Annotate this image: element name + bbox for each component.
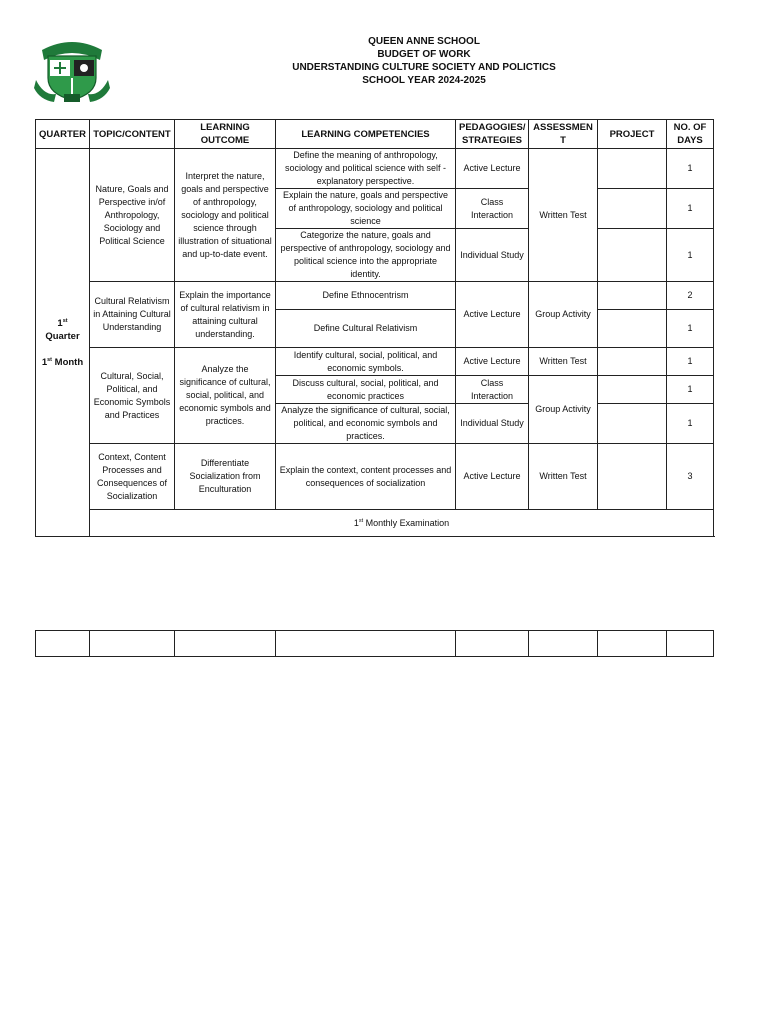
- project-cell: [598, 444, 667, 510]
- empty-cell: [276, 631, 456, 657]
- competency-cell: Explain the nature, goals and perspective of anthropology, sociology and political science: [276, 189, 456, 229]
- days-cell: 1: [667, 229, 714, 282]
- competency-cell: Analyze the significance of cultural, social, political, and economic symbols and practices.: [276, 404, 456, 444]
- col-header-quarter: QUARTER: [36, 120, 90, 149]
- col-header-outcome: LEARNING OUTCOME: [175, 120, 276, 149]
- quarter-cell: [36, 149, 90, 537]
- quarter-label: Quarter: [45, 330, 80, 342]
- days-cell: 1: [667, 149, 714, 189]
- competency-cell: Define the meaning of anthropology, sociology and political science with self -explanatory perspective.: [276, 149, 456, 189]
- pedagogy-cell: Active Lecture: [456, 444, 529, 510]
- pedagogy-cell: Active Lecture: [456, 282, 529, 348]
- assessment-cell: Written Test: [529, 348, 598, 376]
- col-header-assessment: ASSESSMEN T: [529, 120, 598, 149]
- competency-cell: Discuss cultural, social, political, and economic practices: [276, 376, 456, 404]
- pedagogy-cell: Active Lecture: [456, 149, 529, 189]
- topic-cell: Context, Content Processes and Consequences of Socialization: [90, 444, 175, 510]
- project-cell: [598, 229, 667, 282]
- topic-cell: Cultural, Social, Political, and Economic Symbols and Practices: [90, 348, 175, 444]
- document-title: BUDGET OF WORK: [377, 49, 471, 60]
- project-cell: [598, 149, 667, 189]
- table-row: [36, 149, 714, 189]
- exam-number: 1: [353, 517, 359, 528]
- days-cell: 1: [667, 310, 714, 348]
- project-cell: [598, 310, 667, 348]
- col-header-days: NO. OF DAYS: [667, 120, 714, 149]
- quarter-suffix: st: [62, 317, 68, 324]
- school-year: SCHOOL YEAR 2024-2025: [362, 75, 486, 86]
- table-row: [36, 282, 714, 310]
- monthly-exam-cell: [90, 510, 714, 537]
- empty-row: [36, 631, 714, 657]
- days-cell: 2: [667, 282, 714, 310]
- assessment-cell: Written Test: [529, 149, 598, 282]
- competency-cell: Explain the context, content processes and consequences of socialization: [276, 444, 456, 510]
- month-number: 1: [41, 356, 48, 368]
- header-row: [36, 120, 714, 149]
- empty-row-table: [35, 630, 714, 657]
- empty-cell: [598, 631, 667, 657]
- empty-cell: [175, 631, 276, 657]
- project-cell: [598, 282, 667, 310]
- empty-cell: [667, 631, 714, 657]
- table-row: [36, 444, 714, 510]
- outcome-cell: Differentiate Socialization from Enculturation: [175, 444, 276, 510]
- days-cell: 3: [667, 444, 714, 510]
- project-cell: [598, 376, 667, 404]
- table-row: [36, 348, 714, 376]
- budget-of-work-table: [35, 119, 714, 537]
- col-header-competencies: LEARNING COMPETENCIES: [276, 120, 456, 149]
- outcome-cell: Analyze the significance of cultural, social, political, and economic symbols and practices.: [175, 348, 276, 444]
- outcome-cell: Explain the importance of cultural relativism in attaining cultural understanding.: [175, 282, 276, 348]
- subject-title: UNDERSTANDING CULTURE SOCIETY AND POLICTICS: [292, 62, 556, 73]
- col-header-project: PROJECT: [598, 120, 667, 149]
- pedagogy-cell: Individual Study: [456, 229, 529, 282]
- month-label: Month: [54, 356, 84, 368]
- project-cell: [598, 404, 667, 444]
- document-header: [200, 35, 648, 87]
- competency-cell: Categorize the nature, goals and perspective of anthropology, sociology and political science into the appropriate identity.: [276, 229, 456, 282]
- assessment-cell: Group Activity: [529, 282, 598, 348]
- exam-label: Monthly Examination: [365, 517, 450, 528]
- quarter-number: 1: [57, 317, 63, 329]
- pedagogy-cell: Class Interaction: [456, 189, 529, 229]
- days-cell: 1: [667, 376, 714, 404]
- days-cell: 1: [667, 404, 714, 444]
- col-header-pedagogies: PEDAGOGIES/ STRATEGIES: [456, 120, 529, 149]
- competency-cell: Define Cultural Relativism: [276, 310, 456, 348]
- school-logo: [34, 34, 110, 104]
- pedagogy-cell: Active Lecture: [456, 348, 529, 376]
- outcome-cell: Interpret the nature, goals and perspective of anthropology, sociology and political science through illustration of situational and up-to-date event.: [175, 149, 276, 282]
- assessment-cell: Written Test: [529, 444, 598, 510]
- competency-cell: Identify cultural, social, political, and economic symbols.: [276, 348, 456, 376]
- days-cell: 1: [667, 348, 714, 376]
- empty-cell: [456, 631, 529, 657]
- school-name: QUEEN ANNE SCHOOL: [368, 36, 480, 47]
- exam-suffix: st: [358, 517, 364, 524]
- competency-cell: Define Ethnocentrism: [276, 282, 456, 310]
- days-cell: 1: [667, 189, 714, 229]
- project-cell: [598, 348, 667, 376]
- month-suffix: st: [47, 356, 53, 363]
- assessment-cell: Group Activity: [529, 376, 598, 444]
- exam-row: [36, 510, 714, 537]
- empty-cell: [90, 631, 175, 657]
- empty-cell: [529, 631, 598, 657]
- empty-cell: [36, 631, 90, 657]
- col-header-topic: TOPIC/CONTENT: [90, 120, 175, 149]
- project-cell: [598, 189, 667, 229]
- pedagogy-cell: Individual Study: [456, 404, 529, 444]
- topic-cell: Nature, Goals and Perspective in/of Anthropology, Sociology and Political Science: [90, 149, 175, 282]
- topic-cell: Cultural Relativism in Attaining Cultural Understanding: [90, 282, 175, 348]
- pedagogy-cell: Class Interaction: [456, 376, 529, 404]
